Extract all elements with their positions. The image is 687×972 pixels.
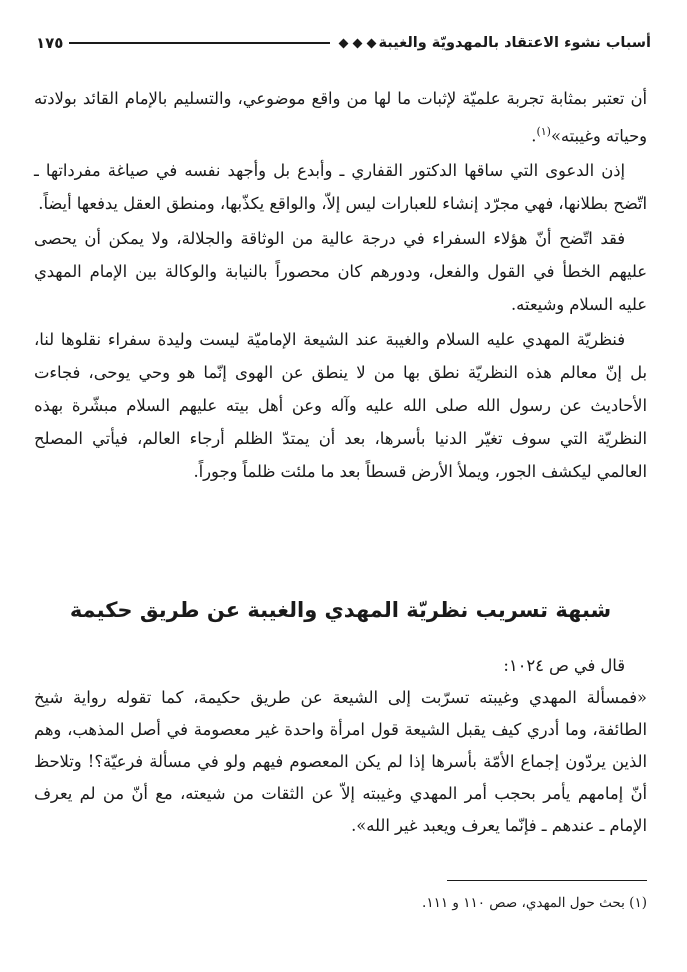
quote-intro: قال في ص ١٠٢٤: [503,656,625,675]
paragraph: إذن الدعوى التي ساقها الدكتور القفاري ـ وأبدع بل وأجهد نفسه في صياغة مفرداتها ـ اتّضح بطلانها، فهي مجرّد إنشاء للعبارات ليس إلاّ، والواقع يكذّبها، ومنطق العقل يدفعها أيضاً. [34,161,647,214]
quote-block [34,650,647,842]
footnote-marker: (١) [536,125,551,138]
header-rule [69,42,329,44]
page-number: ١٧٥ [36,34,64,52]
page-header [36,28,651,58]
section-title: شبهة تسريب نظريّة المهدي والغيبة عن طريق حكيمة [69,598,612,622]
diamond-ornament-icon [366,38,376,48]
footnote: (١) بحث حول المهدي، صص ١١٠ و ١١١. [422,895,647,911]
paragraph: فنظريّة المهدي عليه السلام والغيبة عند الشيعة الإماميّة ليست وليدة سفراء نقلوها لنا، بل إنّ معالم هذه النظريّة نطق بها من لا ينطق عن الهوى إنّما هو وحي يوحى، فجاءت الأحاديث عن رسول الله صلى الله عليه وآله وعن أهل بيته عليهم السلام مبشّرة بهذه النظريّة التي سوف تغيّر الدنيا بأسرها، بعد أن يمتدّ الظلم أرجاء العالم، فيأتي المصلح العالمي ليكشف الجور، ويملأ الأرض قسطاً بعد ما ملئت ظلماً وجوراً. [34,330,647,482]
footnote-divider [447,880,647,881]
running-title: أسباب نشوء الاعتقاد بالمهدويّة والغيبة [378,35,651,51]
paragraph: أن تعتبر بمثابة تجربة علميّة لإثبات ما لها من واقع موضوعي، والتسليم بالإمام القائد بولادته وحياته وغيبته»$^{(١)}$. [34,89,647,146]
diamond-ornament-icon [352,38,362,48]
diamond-ornament-icon [338,38,348,48]
header-ornament [340,40,375,47]
quote-text: «فمسألة المهدي وغيبته تسرّبت إلى الشيعة عن طريق حكيمة، كما تقوله رواية شيخ الطائفة، وما أدري كيف يقبل الشيعة قول امرأة واحدة غير معصومة في أصل المذهب، وهم الذين يردّون إجماع الأمّة بأسرها إذا لم يكن المعصوم فيهم ولو في مسألة فرعيّة؟! وتلاحظ أنّ إمامهم يأمر بحجب أمر المهدي وغيبته إلاّ عن الثقات من شيعته، مع أنّ من لم يعرف الإمام ـ عندهم ـ فإنّما يعرف ويعبد غير الله». [34,688,647,835]
body-text [34,82,647,488]
paragraph: فقد اتّضح أنّ هؤلاء السفراء في درجة عالية من الوثاقة والجلالة، ولا يمكن أن يحصى عليهم الخطأ في القول والفعل، ودورهم كان محصوراً بالنيابة والوكالة بين الإمام المهدي عليه السلام وشيعته. [34,229,647,315]
